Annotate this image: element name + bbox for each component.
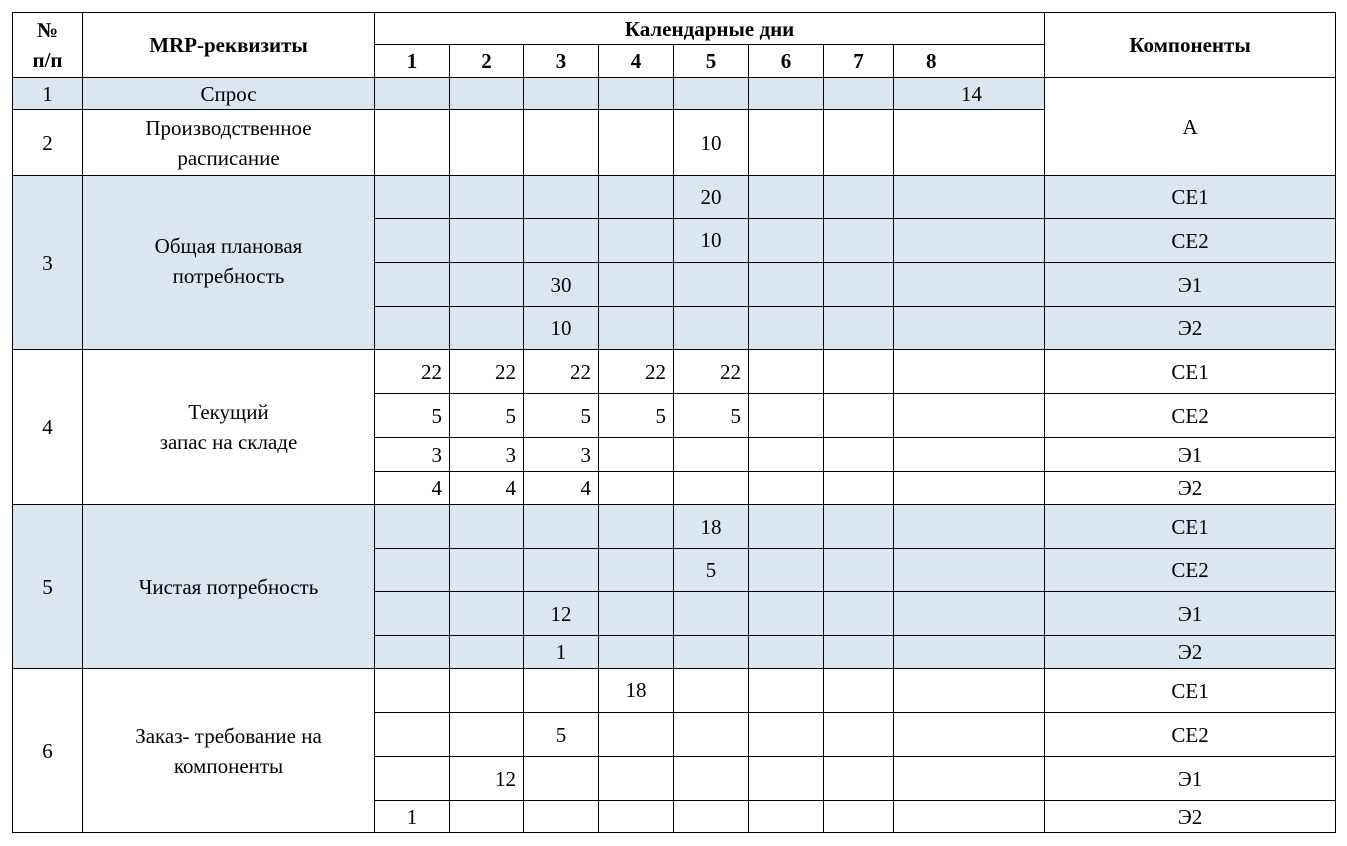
row-number: 4 <box>13 350 83 505</box>
day-cell <box>375 505 450 549</box>
day-cell <box>674 78 749 110</box>
day-cell <box>450 636 524 669</box>
day-cell <box>749 219 824 263</box>
day-cell <box>599 636 674 669</box>
component-cell: СЕ2 <box>1045 394 1336 438</box>
header-day: 5 <box>674 45 749 78</box>
day-cell <box>450 713 524 757</box>
day-cell: 4 <box>524 472 599 505</box>
component-cell: Э2 <box>1045 801 1336 833</box>
day-cell <box>375 549 450 592</box>
day-cell: 18 <box>599 669 674 713</box>
day-cell <box>599 307 674 350</box>
day-cell: 10 <box>674 110 749 176</box>
day-cell <box>894 669 1045 713</box>
day-cell <box>375 176 450 219</box>
day-cell: 5 <box>450 394 524 438</box>
component-cell: СЕ2 <box>1045 549 1336 592</box>
day-cell <box>824 438 894 472</box>
day-cell <box>450 307 524 350</box>
day-cell <box>375 636 450 669</box>
day-cell <box>375 110 450 176</box>
day-cell: 18 <box>674 505 749 549</box>
day-cell <box>824 636 894 669</box>
day-cell <box>524 505 599 549</box>
day-cell <box>824 263 894 307</box>
day-cell <box>749 438 824 472</box>
day-cell <box>674 592 749 636</box>
day-cell <box>894 110 1045 176</box>
day-cell: 5 <box>375 394 450 438</box>
component-cell: СЕ2 <box>1045 713 1336 757</box>
day-cell <box>599 713 674 757</box>
day-cell: 20 <box>674 176 749 219</box>
component-cell: Э1 <box>1045 592 1336 636</box>
day-cell <box>749 350 824 394</box>
header-calendar-days: Календарные дни <box>375 13 1045 45</box>
day-cell <box>599 176 674 219</box>
component-cell: Э2 <box>1045 636 1336 669</box>
day-cell <box>749 549 824 592</box>
header-day: 4 <box>599 45 674 78</box>
day-cell <box>524 219 599 263</box>
day-cell <box>749 263 824 307</box>
day-cell: 5 <box>524 713 599 757</box>
requisite-label: Производственное расписание <box>83 110 375 176</box>
day-cell <box>749 505 824 549</box>
day-cell <box>749 801 824 833</box>
day-cell <box>524 110 599 176</box>
day-cell <box>824 110 894 176</box>
table-row <box>13 350 1336 394</box>
day-cell <box>599 78 674 110</box>
day-cell <box>824 757 894 801</box>
day-cell <box>674 307 749 350</box>
table-row <box>13 505 1336 549</box>
day-cell <box>524 801 599 833</box>
day-cell <box>824 176 894 219</box>
day-cell: 22 <box>674 350 749 394</box>
day-cell <box>674 263 749 307</box>
day-cell <box>450 669 524 713</box>
header-components: Компоненты <box>1045 13 1336 78</box>
day-cell <box>824 505 894 549</box>
day-cell: 30 <box>524 263 599 307</box>
day-cell: 14 <box>894 78 1045 110</box>
component-cell: СЕ1 <box>1045 669 1336 713</box>
day-cell <box>894 549 1045 592</box>
requisite-label: Заказ- требование на компоненты <box>83 669 375 833</box>
day-cell <box>375 263 450 307</box>
day-cell <box>749 307 824 350</box>
day-cell <box>524 757 599 801</box>
component-cell: СЕ1 <box>1045 176 1336 219</box>
day-cell <box>450 263 524 307</box>
day-cell <box>450 110 524 176</box>
component-cell: Э1 <box>1045 263 1336 307</box>
component-cell: Э2 <box>1045 307 1336 350</box>
day-cell <box>599 110 674 176</box>
day-cell <box>674 438 749 472</box>
day-cell <box>674 713 749 757</box>
day-cell <box>749 78 824 110</box>
requisite-label: Чистая потребность <box>83 505 375 669</box>
day-cell <box>450 78 524 110</box>
day-cell <box>524 78 599 110</box>
header-requisites: MRP-реквизиты <box>83 13 375 78</box>
day-cell <box>599 549 674 592</box>
day-cell <box>894 263 1045 307</box>
day-cell <box>824 472 894 505</box>
day-cell: 10 <box>674 219 749 263</box>
day-cell <box>749 110 824 176</box>
day-cell <box>375 669 450 713</box>
header-day: 8 <box>894 45 1045 78</box>
day-cell <box>599 757 674 801</box>
day-cell: 3 <box>524 438 599 472</box>
day-cell <box>824 669 894 713</box>
day-cell <box>599 438 674 472</box>
mrp-table <box>12 12 1336 833</box>
day-cell <box>894 394 1045 438</box>
component-cell: Э1 <box>1045 757 1336 801</box>
day-cell <box>375 713 450 757</box>
day-cell <box>824 219 894 263</box>
component-cell: СЕ1 <box>1045 505 1336 549</box>
day-cell <box>450 801 524 833</box>
day-cell <box>894 757 1045 801</box>
day-cell <box>894 592 1045 636</box>
requisite-label: Текущий запас на складе <box>83 350 375 505</box>
day-cell <box>824 78 894 110</box>
day-cell <box>824 549 894 592</box>
header-day: 1 <box>375 45 450 78</box>
day-cell: 1 <box>375 801 450 833</box>
day-cell <box>749 757 824 801</box>
day-cell <box>375 757 450 801</box>
day-cell <box>894 219 1045 263</box>
day-cell <box>599 263 674 307</box>
day-cell <box>749 472 824 505</box>
table-row <box>13 78 1336 110</box>
day-cell <box>450 505 524 549</box>
header-day: 2 <box>450 45 524 78</box>
requisite-label: Спрос <box>83 78 375 110</box>
day-cell <box>674 472 749 505</box>
day-cell: 3 <box>375 438 450 472</box>
day-cell <box>749 394 824 438</box>
day-cell: 5 <box>599 394 674 438</box>
day-cell: 1 <box>524 636 599 669</box>
day-cell <box>375 78 450 110</box>
day-cell <box>749 592 824 636</box>
header-num: № п/п <box>13 13 83 78</box>
day-cell <box>824 307 894 350</box>
day-cell <box>674 636 749 669</box>
day-cell <box>824 394 894 438</box>
row-number: 6 <box>13 669 83 833</box>
day-cell <box>894 505 1045 549</box>
day-cell <box>894 350 1045 394</box>
component-cell: Э2 <box>1045 472 1336 505</box>
day-cell <box>824 713 894 757</box>
day-cell: 12 <box>524 592 599 636</box>
day-cell: 5 <box>674 549 749 592</box>
day-cell <box>894 176 1045 219</box>
day-cell <box>524 669 599 713</box>
day-cell <box>599 801 674 833</box>
day-cell <box>749 713 824 757</box>
day-cell <box>375 219 450 263</box>
day-cell <box>749 669 824 713</box>
day-cell: 3 <box>450 438 524 472</box>
day-cell: 22 <box>375 350 450 394</box>
day-cell <box>894 636 1045 669</box>
day-cell <box>894 307 1045 350</box>
day-cell: 22 <box>599 350 674 394</box>
header-day: 6 <box>749 45 824 78</box>
day-cell <box>599 472 674 505</box>
day-cell <box>599 592 674 636</box>
day-cell <box>824 350 894 394</box>
day-cell: 22 <box>450 350 524 394</box>
row-number: 3 <box>13 176 83 350</box>
day-cell <box>599 505 674 549</box>
day-cell: 12 <box>450 757 524 801</box>
day-cell <box>524 176 599 219</box>
day-cell <box>450 592 524 636</box>
day-cell <box>824 592 894 636</box>
day-cell <box>674 801 749 833</box>
table-row <box>13 176 1336 219</box>
day-cell <box>450 549 524 592</box>
day-cell <box>375 307 450 350</box>
requisite-label: Общая плановая потребность <box>83 176 375 350</box>
day-cell <box>375 592 450 636</box>
day-cell <box>450 176 524 219</box>
day-cell <box>894 801 1045 833</box>
row-number: 5 <box>13 505 83 669</box>
day-cell: 5 <box>674 394 749 438</box>
day-cell: 10 <box>524 307 599 350</box>
row-number: 1 <box>13 78 83 110</box>
day-cell <box>894 438 1045 472</box>
day-cell: 22 <box>524 350 599 394</box>
day-cell <box>749 176 824 219</box>
component-cell: СЕ1 <box>1045 350 1336 394</box>
day-cell: 4 <box>375 472 450 505</box>
day-cell <box>894 713 1045 757</box>
day-cell: 5 <box>524 394 599 438</box>
table-row <box>13 669 1336 713</box>
day-cell <box>824 801 894 833</box>
day-cell: 4 <box>450 472 524 505</box>
day-cell <box>674 757 749 801</box>
component-cell: Э1 <box>1045 438 1336 472</box>
component-cell: А <box>1045 78 1336 176</box>
day-cell <box>450 219 524 263</box>
header-day: 3 <box>524 45 599 78</box>
header-day: 7 <box>824 45 894 78</box>
row-number: 2 <box>13 110 83 176</box>
day-cell <box>894 472 1045 505</box>
header-row-top <box>13 13 1336 45</box>
day-cell <box>674 669 749 713</box>
component-cell: СЕ2 <box>1045 219 1336 263</box>
day-cell <box>749 636 824 669</box>
day-cell <box>599 219 674 263</box>
day-cell <box>524 549 599 592</box>
